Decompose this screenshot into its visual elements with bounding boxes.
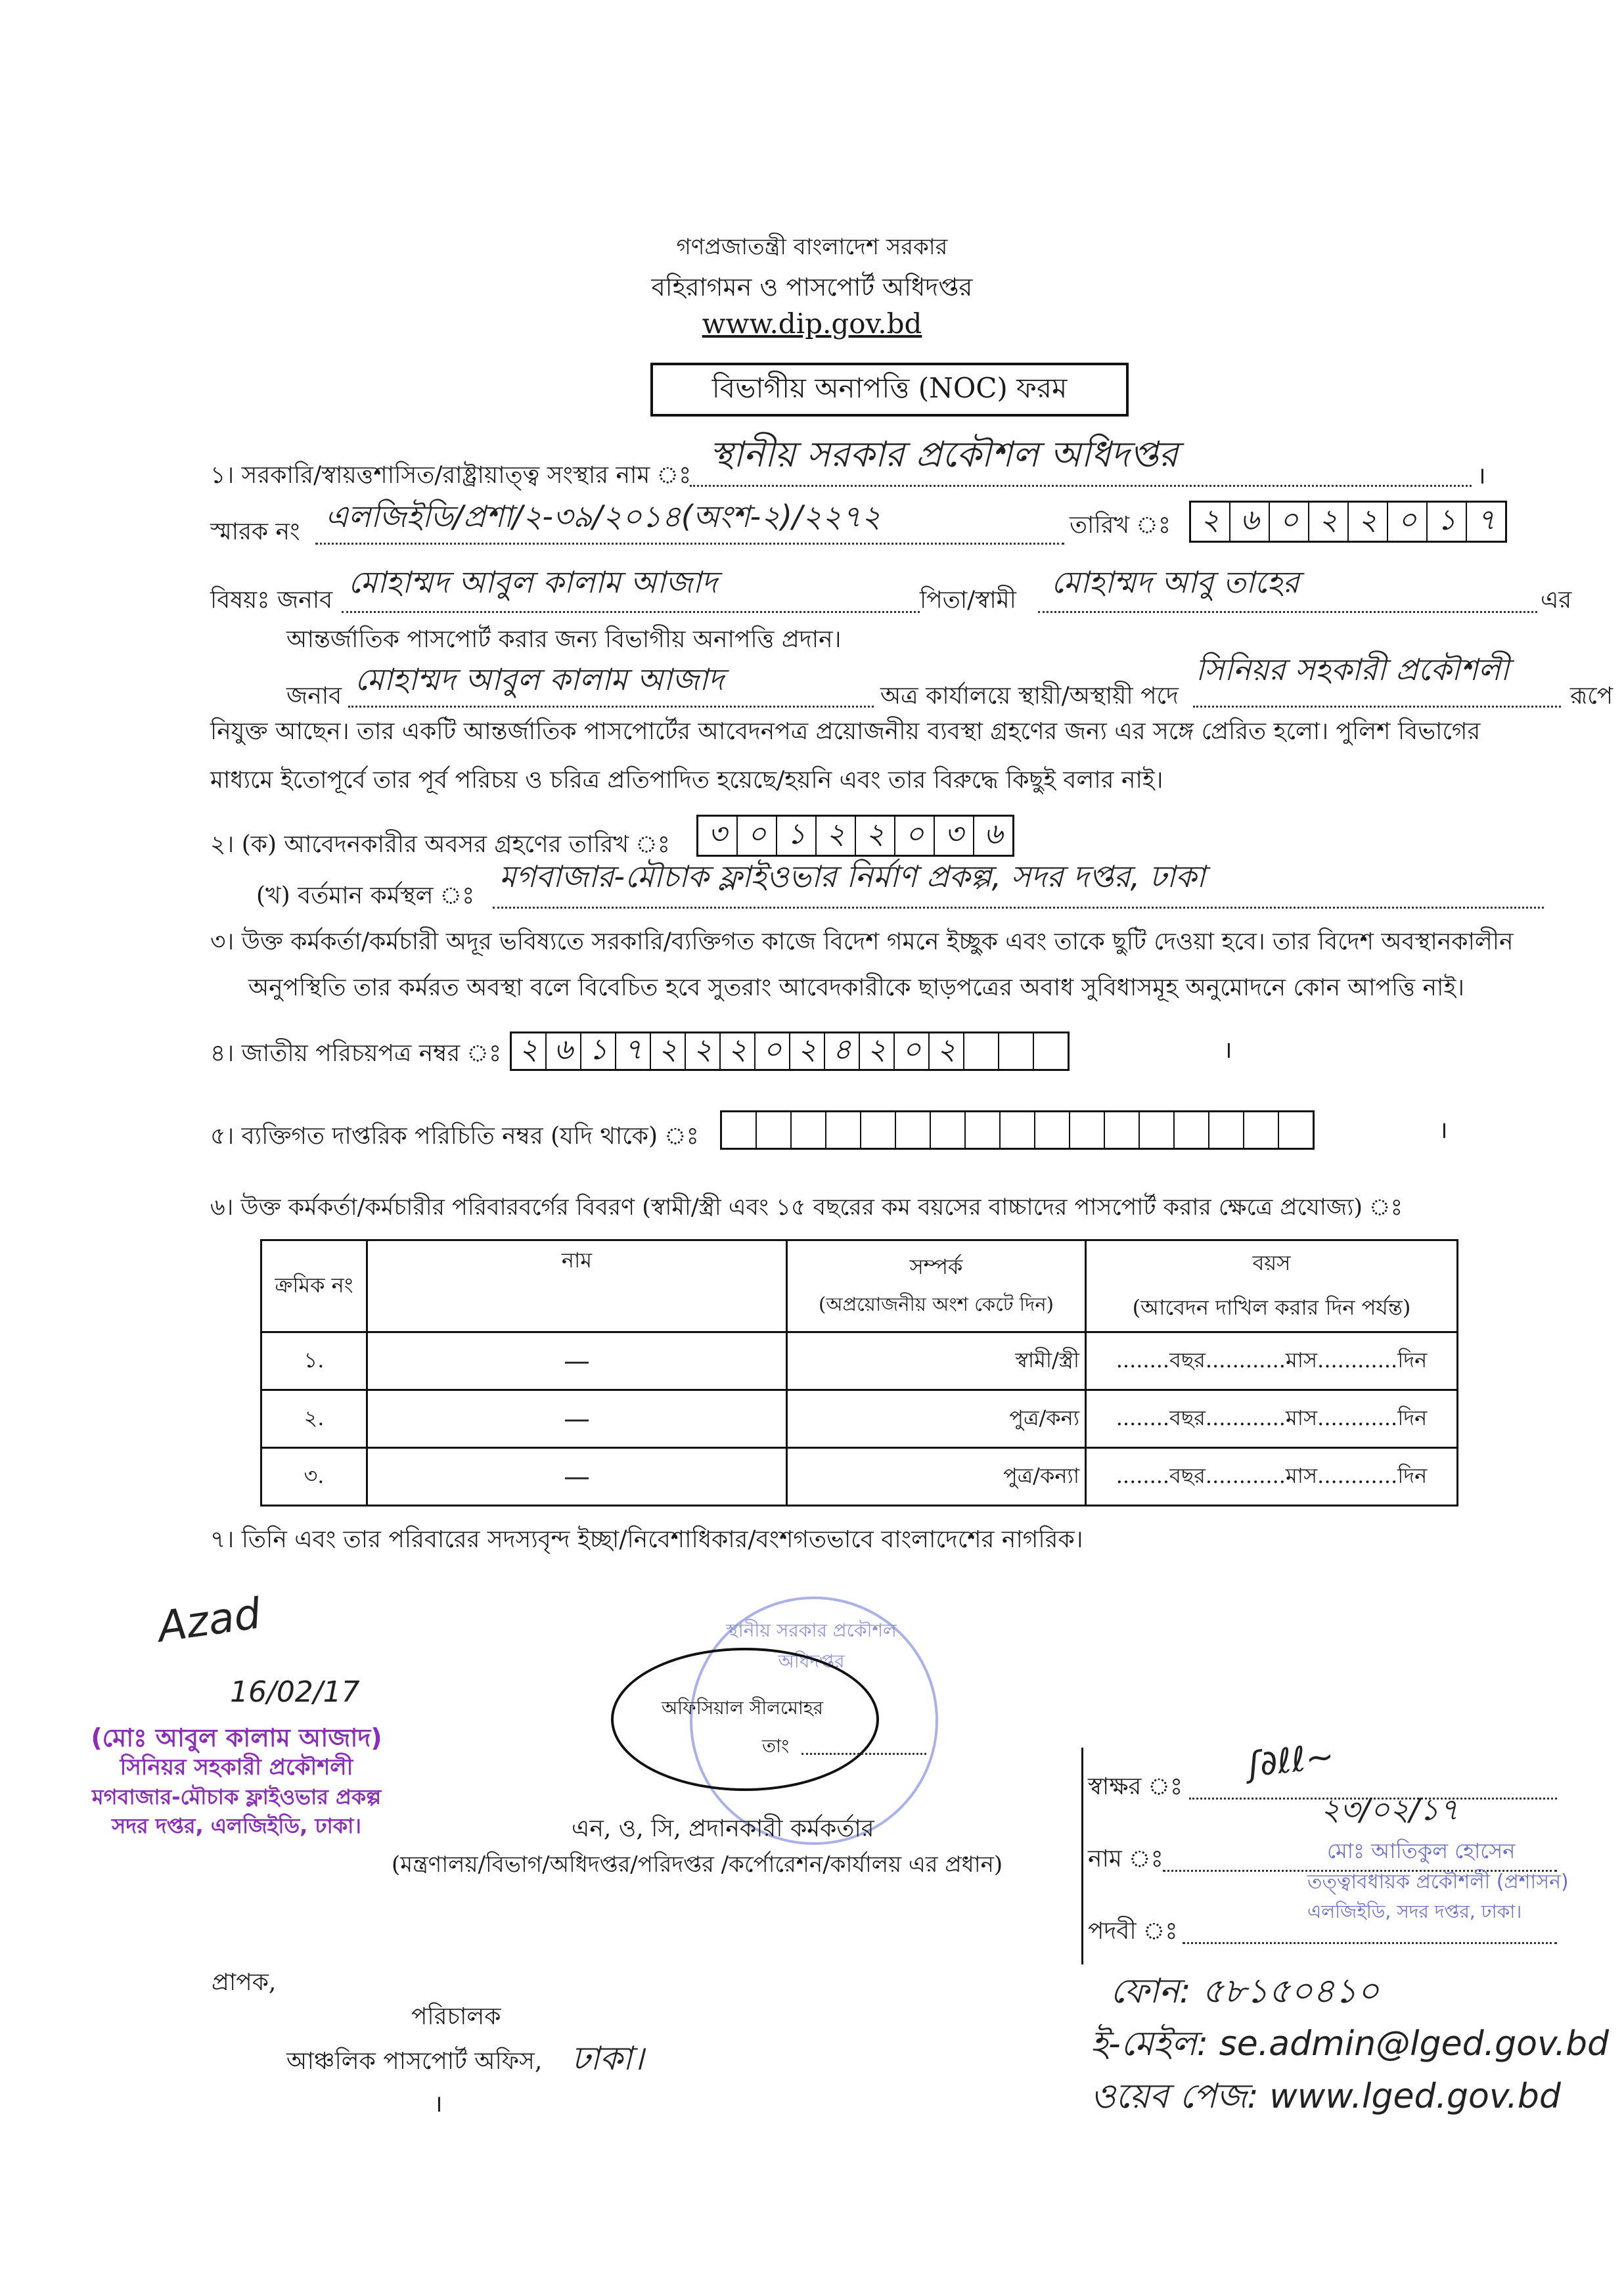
- body-name[interactable]: মোহাম্মদ আবুল কালাম আজাদ: [355, 662, 724, 697]
- workplace-line: [493, 907, 1544, 909]
- official-id-digit: [1105, 1112, 1140, 1148]
- official-id-digit: [722, 1112, 757, 1148]
- serial-cell: ১.: [261, 1332, 367, 1390]
- nid-boxes[interactable]: [510, 1031, 1070, 1071]
- applicant-stamp-name: (মোঃ আবুল কালাম আজাদ): [91, 1723, 382, 1752]
- serial-header: ক্রমিক নং: [261, 1240, 367, 1332]
- sign-date: ২৩/০২/১৭: [1320, 1792, 1459, 1827]
- noc-officer-line2: (মন্ত্রণালয়/বিভাগ/অধিদপ্তর/পরিদপ্তর /কর্পোরেশন/কার্যালয় এর প্রধান): [392, 1851, 1003, 1878]
- serial-cell: ২.: [261, 1390, 367, 1448]
- relation-title: সম্পর্ক: [909, 1254, 963, 1279]
- government-name: গণপ্রজাতন্ত্রী বাংলাদেশ সরকার: [676, 234, 948, 260]
- retire-digit: ২: [856, 817, 895, 855]
- official-id-digit: [1279, 1112, 1313, 1148]
- signatory-post-stamp: তত্ত্বাবধায়ক প্রকৌশলী (প্রশাসন): [1307, 1870, 1569, 1893]
- date-digit: ১: [1428, 503, 1467, 541]
- table-row: [261, 1332, 1458, 1390]
- org-name-value[interactable]: স্থানীয় সরকার প্রকৌশল অধিদপ্তর: [710, 434, 1179, 475]
- date-digit: ০: [1388, 503, 1428, 541]
- end-mark: ।: [1439, 1117, 1448, 1144]
- nid-digit: ০: [756, 1033, 790, 1069]
- father-name[interactable]: মোহাম্মদ আবু তাহের: [1051, 564, 1299, 600]
- nid-digit: ২: [686, 1033, 721, 1069]
- nid-digit: ১: [581, 1033, 616, 1069]
- recipient-city: ঢাকা।: [572, 2039, 644, 2077]
- father-label: পিতা/স্বামী: [920, 587, 1016, 614]
- post-line: [1193, 706, 1561, 708]
- official-id-digit: [1070, 1112, 1105, 1148]
- workplace-value[interactable]: মগবাজার-মৌচাক ফ্লাইওভার নির্মাণ প্রকল্প, সদর দপ্তর, ঢাকা: [499, 859, 1206, 894]
- applicant-stamp-project: মগবাজার-মৌচাক ফ্লাইওভার প্রকল্প: [91, 1784, 382, 1809]
- contact-web[interactable]: ওয়েব পেজ: www.lged.gov.bd: [1091, 2077, 1561, 2116]
- nid-digit: ৪: [825, 1033, 860, 1069]
- body-line3: মাধ্যমে ইতোপূর্বে তার পূর্ব পরিচয় ও চরিত্র প্রতিপাদিত হয়েছে/হয়নি এবং তার বিরুদ্ধে কিছুই বলার নাই।: [210, 767, 1163, 794]
- retirement-date-boxes[interactable]: [696, 815, 1014, 857]
- memo-date-label: তারিখ ঃ: [1070, 512, 1171, 539]
- applicant-stamp-office: সদর দপ্তর, এলজিইডি, ঢাকা।: [112, 1813, 361, 1838]
- seal-date-line: [801, 1753, 926, 1755]
- official-id-digit: [1140, 1112, 1175, 1148]
- official-id-digit: [896, 1112, 931, 1148]
- date-digit: ৬: [1230, 503, 1270, 541]
- retire-digit: ৬: [983, 817, 1003, 851]
- seal-date-label: তাং: [762, 1735, 790, 1757]
- name-label: নাম ঃ: [1088, 1846, 1163, 1872]
- body-mid: অত্র কার্যালয়ে স্থায়ী/অস্থায়ী পদে: [880, 683, 1179, 710]
- nid-digit: [999, 1033, 1034, 1069]
- name-header: নাম: [367, 1240, 787, 1332]
- nid-digit: ২: [651, 1033, 686, 1069]
- applicant-stamp-post: সিনিয়র সহকারী প্রকৌশলী: [120, 1754, 353, 1780]
- body-line2: নিযুক্ত আছেন। তার একটি আন্তর্জাতিক পাসপোর্টের আবেদনপত্র প্রয়োজনীয় ব্যবস্থা গ্রহণের জন্য এর সঙ্গে প্রেরিত হলো। পুলিশ বিভাগের: [210, 718, 1481, 745]
- age-header: [1086, 1240, 1458, 1332]
- applicant-sign-date: 16/02/17: [230, 1675, 360, 1709]
- official-id-digit: [966, 1112, 1001, 1148]
- relation-cell: পুত্র/কন্য: [787, 1390, 1086, 1448]
- nid-digit: [1034, 1033, 1068, 1069]
- workplace-label: (খ) বর্তমান কর্মস্থল ঃ: [256, 882, 475, 909]
- end-mark: ।: [1477, 463, 1486, 489]
- item3-line1: ৩। উক্ত কর্মকর্তা/কর্মচারী অদূর ভবিষ্যতে সরকারি/ব্যক্তিগত কাজে বিদেশ গমনে ইচ্ছুক এবং তাকে ছুটি দেওয়া হবে। তার বিদেশ অবস্থানকালীন: [210, 928, 1514, 955]
- nid-digit: ২: [790, 1033, 825, 1069]
- nid-digit: ২: [721, 1033, 756, 1069]
- official-id-digit: [826, 1112, 861, 1148]
- post-label: পদবী ঃ: [1088, 1918, 1178, 1945]
- official-id-digit: [1244, 1112, 1279, 1148]
- retire-digit: ০: [895, 817, 935, 855]
- subject-label: বিষয়ঃ জনাব: [210, 587, 333, 614]
- official-id-digit: [1001, 1112, 1035, 1148]
- age-cell[interactable]: ........বছর............মাস............দিন: [1086, 1390, 1458, 1448]
- retire-digit: ১: [777, 817, 817, 855]
- retire-digit: ৩: [935, 817, 974, 855]
- signatory-divider: [1081, 1748, 1083, 1964]
- father-line: [1038, 611, 1537, 613]
- rupe: রূপে: [1570, 683, 1613, 710]
- table-row: [261, 1390, 1458, 1448]
- signatory-name: মোঃ আতিকুল হোসেন: [1327, 1838, 1516, 1863]
- department-name: বহিরাগমন ও পাসপোর্ট অধিদপ্তর: [651, 273, 973, 302]
- website-link[interactable]: www.dip.gov.bd: [702, 307, 922, 340]
- memo-date-boxes[interactable]: [1189, 501, 1507, 543]
- recipient-title: পরিচালক: [411, 2003, 501, 2030]
- age-title: বয়স: [1252, 1250, 1291, 1275]
- official-id-boxes[interactable]: [720, 1110, 1315, 1150]
- contact-phone: ফোন: ৫৮১৫০৪১০: [1110, 1972, 1380, 2011]
- org-name-label: ১। সরকারি/স্বায়ত্তশাসিত/রাষ্ট্রায়াত্ত্ব সংস্থার নাম ঃ: [210, 462, 692, 489]
- subject-name-line: [342, 611, 920, 613]
- post-line: [1183, 1942, 1557, 1944]
- nid-digit: ৬: [547, 1033, 581, 1069]
- official-id-digit: [1175, 1112, 1209, 1148]
- date-digit: ২: [1309, 503, 1349, 541]
- relation-cell: স্বামী/স্ত্রী: [787, 1332, 1086, 1390]
- retire-digit: ৩: [698, 817, 738, 855]
- subject-suffix: এর: [1541, 587, 1572, 614]
- retire-digit: ২: [817, 817, 856, 855]
- recipient-end: ।: [434, 2091, 443, 2118]
- applicant-signature: Azad: [154, 1589, 264, 1652]
- official-id-label: ৫। ব্যক্তিগত দাপ্তরিক পরিচিতি নম্বর (যদি থাকে) ঃ: [210, 1123, 699, 1150]
- memo-label: স্মারক নং: [210, 518, 300, 545]
- nid-digit: ২: [860, 1033, 895, 1069]
- official-id-digit: [861, 1112, 896, 1148]
- recipient-office: আঞ্চলিক পাসপোর্ট অফিস,: [286, 2048, 543, 2075]
- noc-officer-line1: এন, ও, সি, প্রদানকারী কর্মকর্তার: [572, 1815, 874, 1842]
- retire-digit: ০: [738, 817, 777, 855]
- table-header-row: [261, 1240, 1458, 1332]
- official-id-digit: [931, 1112, 966, 1148]
- nid-digit: ০: [895, 1033, 930, 1069]
- family-table: [260, 1239, 1458, 1507]
- table-row: [261, 1448, 1458, 1506]
- nid-digit: ৭: [616, 1033, 651, 1069]
- nid-digit: [964, 1033, 999, 1069]
- date-digit: ২: [1191, 503, 1230, 541]
- sign-label: স্বাক্ষর ঃ: [1088, 1773, 1183, 1800]
- subject-line2: আন্তর্জাতিক পাসপোর্ট করার জন্য বিভাগীয় অনাপত্তি প্রদান।: [286, 626, 842, 653]
- official-id-digit: [1209, 1112, 1244, 1148]
- family-label: ৬। উক্ত কর্মকর্তা/কর্মচারীর পরিবারবর্গের বিবরণ (স্বামী/স্ত্রী এবং ১৫ বছরের কম বয়সের বাচ্চাদের পাসপোর্ট করার ক্ষেত্রে প্রযোজ্য) ঃ: [210, 1194, 1403, 1221]
- post-name[interactable]: সিনিয়র সহকারী প্রকৌশলী: [1196, 652, 1510, 687]
- official-seal-label: অফিসিয়াল সীলমোহর: [661, 1697, 823, 1719]
- serial-cell: ৩.: [261, 1448, 367, 1506]
- nid-digit: ২: [930, 1033, 964, 1069]
- nid-label: ৪। জাতীয় পরিচয়পত্র নম্বর ঃ: [210, 1040, 502, 1067]
- end-mark: ।: [1223, 1037, 1232, 1064]
- recipient-to: প্রাপক,: [212, 1969, 277, 1996]
- contact-email[interactable]: ই-মেইল: se.admin@lged.gov.bd: [1091, 2024, 1610, 2064]
- janab-label: জনাব: [286, 683, 342, 710]
- age-cell[interactable]: ........বছর............মাস............দিন: [1086, 1448, 1458, 1506]
- official-id-digit: [792, 1112, 826, 1148]
- nid-digit: ২: [512, 1033, 547, 1069]
- age-note: (আবেদন দাখিল করার দিন পর্যন্ত): [1132, 1294, 1411, 1320]
- name-cell[interactable]: —: [367, 1448, 787, 1506]
- retirement-label: ২। (ক) আবেদনকারীর অবসর গ্রহণের তারিখ ঃ: [210, 831, 670, 858]
- item3-line2: অনুপস্থিতি তার কর্মরত অবস্থা বলে বিবেচিত হবে সুতরাং আবেদকারীকে ছাড়পত্রের অবাধ সুবিধাসমূহ অনুমোদনে কোন আপত্তি নাই।: [248, 974, 1465, 1001]
- relation-note: (অপ্রয়োজনীয় অংশ কেটে দিন): [819, 1293, 1054, 1315]
- signatory-office-stamp: এলজিইডি, সদর দপ্তর, ঢাকা।: [1307, 1901, 1522, 1922]
- form-title: বিভাগীয় অনাপত্তি (NOC) ফরম: [650, 363, 1129, 417]
- citizenship-statement: ৭। তিনি এবং তার পরিবারের সদস্যবৃন্দ ইচ্ছা/নিবেশাধিকার/বংশগতভাবে বাংলাদেশের নাগরিক।: [210, 1526, 1083, 1553]
- round-stamp-text: স্থানীয় সরকার প্রকৌশল অধিদপ্তর: [726, 1620, 897, 1672]
- memo-value[interactable]: এলজিইডি/প্রশা/২-৩৯/২০১৪(অংশ-২)/২২৭২: [325, 499, 882, 534]
- signatory-signature: ʃ∂ℓℓ~: [1246, 1736, 1336, 1785]
- date-digit: ২: [1349, 503, 1388, 541]
- name-cell[interactable]: —: [367, 1390, 787, 1448]
- subject-name[interactable]: মোহাম্মদ আবুল কালাম আজাদ: [348, 564, 717, 600]
- date-digit: ০: [1270, 503, 1309, 541]
- relation-cell: পুত্র/কন্যা: [787, 1448, 1086, 1506]
- relation-header: [787, 1240, 1086, 1332]
- name-cell[interactable]: —: [367, 1332, 787, 1390]
- age-cell[interactable]: ........বছর............মাস............দিন: [1086, 1332, 1458, 1390]
- official-id-digit: [1035, 1112, 1070, 1148]
- official-id-digit: [757, 1112, 792, 1148]
- date-digit: ৭: [1476, 503, 1496, 537]
